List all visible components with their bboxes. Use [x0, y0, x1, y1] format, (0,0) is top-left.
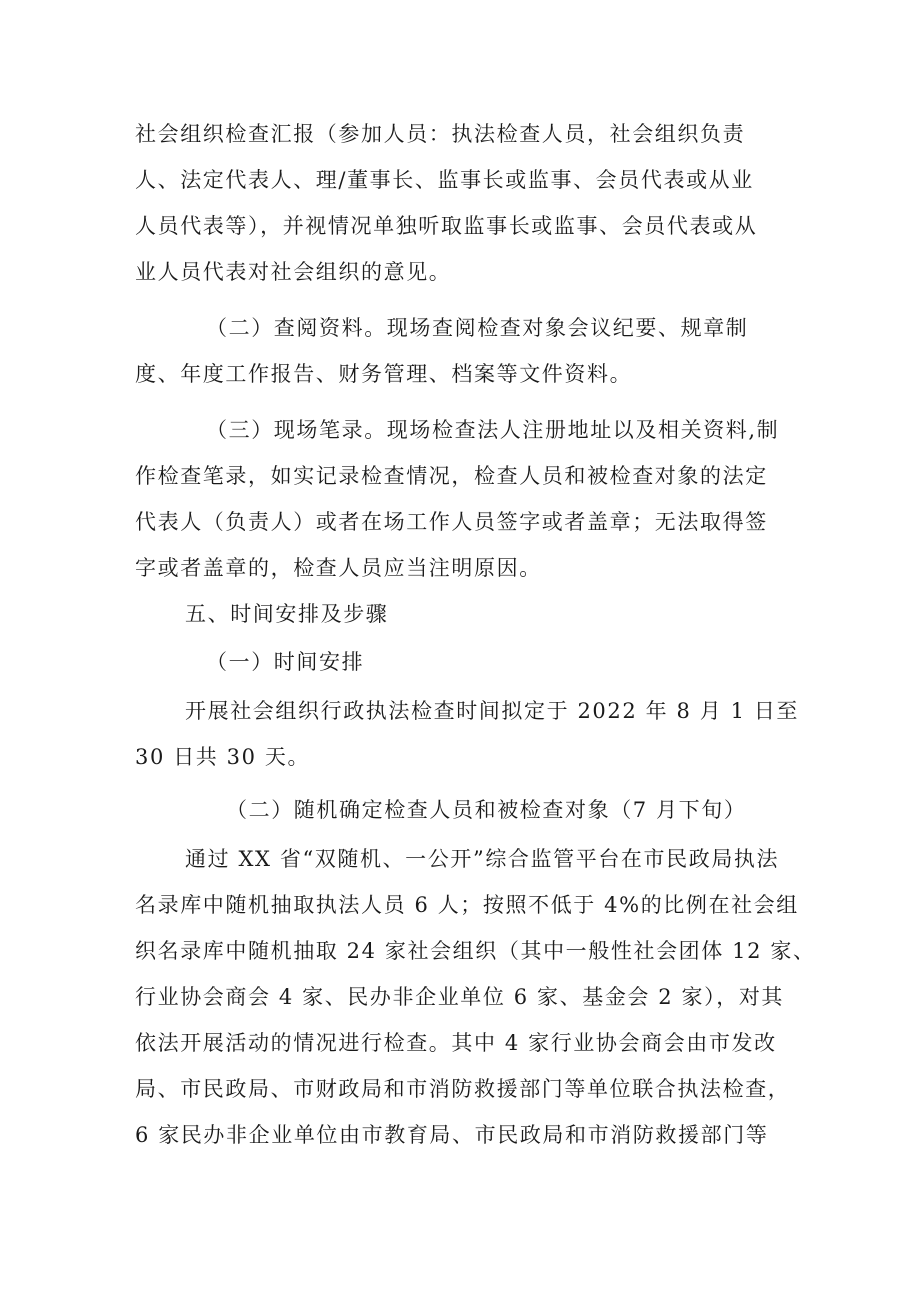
body-line: 社会组织检查汇报（参加人员：执法检查人员，社会组织负责 — [135, 122, 746, 146]
body-line: 局、市民政局、市财政局和市消防救援部门等单位联合执法检查， — [135, 1077, 791, 1101]
body-line: 度、年度工作报告、财务管理、档案等文件资料。 — [135, 362, 633, 386]
body-line: 人员代表等），并视情况单独听取监事长或监事、会员代表或从 — [135, 214, 758, 238]
subsection-heading: （一）时间安排 — [206, 650, 365, 674]
body-line: 字或者盖章的，检查人员应当注明原因。 — [135, 556, 542, 580]
body-line: 代表人（负责人）或者在场工作人员签字或者盖章；无法取得签 — [135, 510, 768, 534]
body-line: 业人员代表对社会组织的意见。 — [135, 260, 452, 284]
body-line: 作检查笔录，如实记录检查情况，检查人员和被检查对象的法定 — [135, 464, 768, 488]
body-line: （二）查阅资料。现场查阅检查对象会议纪要、规章制 — [206, 316, 749, 340]
body-line: 6 家民办非企业单位由市教育局、市民政局和市消防救援部门等 — [135, 1123, 769, 1147]
body-line: 行业协会商会 4 家、民办非企业单位 6 家、基金会 2 家），对其 — [135, 985, 785, 1009]
body-line: 织名录库中随机抽取 24 家社会组织（其中一般性社会团体 12 家、 — [135, 939, 816, 963]
body-line: 通过 XX 省“双随机、一公开”综合监管平台在市民政局执法 — [185, 847, 780, 871]
body-line: 名录库中随机抽取执法人员 6 人；按照不低于 4%的比例在社会组 — [135, 893, 799, 917]
body-line: 开展社会组织行政执法检查时间拟定于 2022 年 8 月 1 日至 — [185, 699, 800, 723]
body-line: 依法开展活动的情况进行检查。其中 4 家行业协会商会由市发改 — [135, 1031, 777, 1055]
body-line: 30 日共 30 天。 — [135, 745, 311, 769]
subsection-heading: （二）随机确定检查人员和被检查对象（7 月下旬） — [226, 798, 747, 822]
section-heading: 五、时间安排及步骤 — [185, 602, 389, 626]
body-line: （三）现场笔录。现场检查法人注册地址以及相关资料,制 — [206, 418, 780, 442]
body-line: 人、法定代表人、理/董事长、监事长或监事、会员代表或从业 — [135, 168, 754, 192]
